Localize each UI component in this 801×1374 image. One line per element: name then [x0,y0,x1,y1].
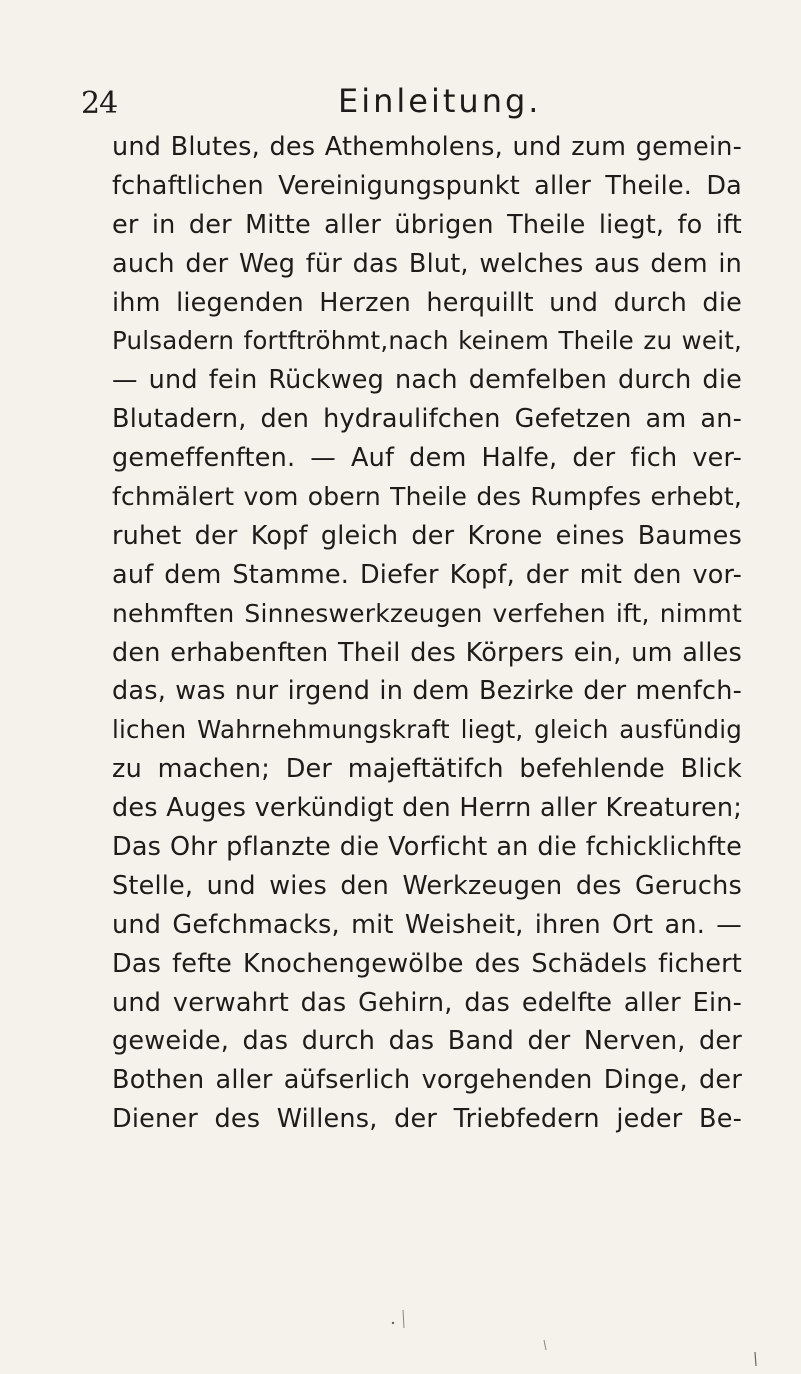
text-line: fchaftlichen Vereinigungspunkt aller Theile. Da [112,170,742,201]
text-line: auf dem Stamme. Diefer Kopf, der mit den vor- [112,559,742,590]
page-header [0,72,801,122]
text-line: zu machen; Der majeftätifch befehlende Blick [112,754,742,785]
body-text [112,128,742,1139]
text-line: er in der Mitte aller übrigen Theile liegt, fo ift [112,209,742,240]
text-line: lichen Wahrnehmungskraft liegt, gleich ausfündig [112,715,742,745]
text-line: nehmften Sinneswerkzeugen verfehen ift, nimmt [112,598,742,628]
text-line: gemeffenften. — Auf dem Halfe, der fich ver- [112,443,742,474]
text-line: fchmälert vom obern Theile des Rumpfes erhebt, [112,482,742,512]
text-line: Das fefte Knochengewölbe des Schädels fichert [112,948,742,979]
text-line: auch der Weg für das Blut, welches aus dem in [112,248,742,279]
text-line: ruhet der Kopf gleich der Krone eines Baumes [112,520,742,551]
text-line: Stelle, und wies den Werkzeugen des Geruchs [112,870,742,901]
text-line: das, was nur irgend in dem Bezirke der menfch- [112,676,742,707]
page-number: 24 [81,86,118,121]
text-line: Bothen aller aüfserlich vorgehenden Dinge, der [112,1065,742,1096]
text-line: — und fein Rückweg nach demfelben durch die [112,365,742,396]
text-line: Das Ohr pflanzte die Vorficht an die fchicklichfte [112,832,742,863]
text-line: und Gefchmacks, mit Weisheit, ihren Ort an. — [112,909,742,940]
text-line: ihm liegenden Herzen herquillt und durch die [112,287,742,318]
text-line: geweide, das durch das Band der Nerven, der [112,1026,742,1057]
text-line: Pulsadern fortftröhmt,nach keinem Theile zu weit, [112,326,742,356]
running-title: Einleitung. [338,82,542,120]
text-line: Diener des Willens, der Triebfedern jeder Be- [112,1104,742,1135]
text-line: Blutadern, den hydraulifchen Gefetzen am an- [112,404,742,435]
text-line: den erhabenften Theil des Körpers ein, um alles [112,637,742,668]
text-line: und Blutes, des Athemholens, und zum gemein- [112,132,742,162]
text-line: und verwahrt das Gehirn, das edelfte aller Ein- [112,987,742,1018]
text-line: des Auges verkündigt den Herrn aller Kreaturen; [112,793,742,824]
